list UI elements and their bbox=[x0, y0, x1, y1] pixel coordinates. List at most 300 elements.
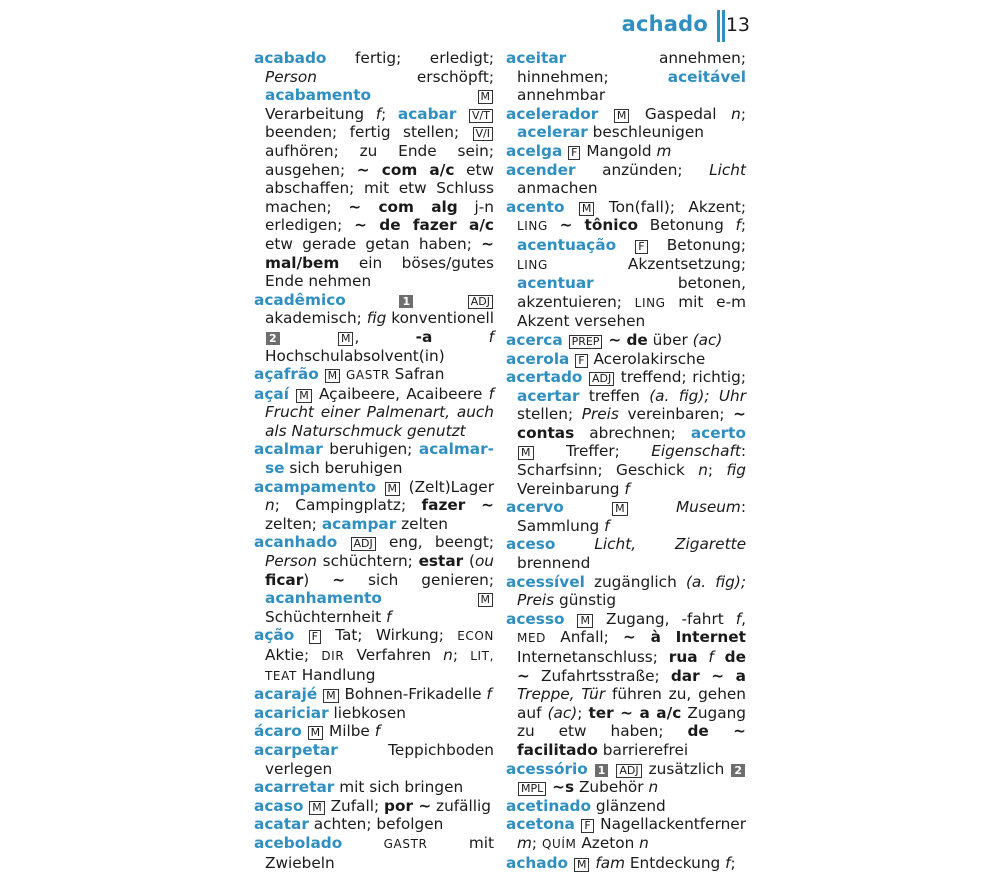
entry-text: mit sich bringen bbox=[334, 778, 464, 797]
entry-text: beruhigen; bbox=[322, 440, 419, 459]
entry-text: zugänglich bbox=[584, 572, 686, 591]
entry-text: Internetanschluss; bbox=[517, 648, 669, 666]
dictionary-entry bbox=[506, 198, 746, 331]
italic-text: f bbox=[735, 609, 742, 628]
domain-label: GASTR bbox=[383, 836, 428, 851]
dictionary-entry bbox=[506, 815, 746, 853]
italic-text: f bbox=[725, 853, 731, 872]
bold-phrase: fazer ~ bbox=[421, 496, 494, 515]
bold-phrase: -a bbox=[415, 327, 433, 346]
headword: acentuação bbox=[517, 235, 617, 254]
grammar-label: M bbox=[478, 90, 494, 104]
entry-text: liebkosen bbox=[328, 703, 406, 722]
headword: acelerar bbox=[517, 123, 588, 142]
entry-text: Entdeckung bbox=[624, 853, 726, 872]
dictionary-entry bbox=[254, 291, 494, 365]
italic-text: ou bbox=[474, 552, 494, 571]
headword: acatar bbox=[254, 815, 309, 834]
headword: acarretar bbox=[254, 778, 335, 797]
entry-text bbox=[432, 328, 488, 346]
entry-text bbox=[337, 533, 349, 551]
headword: acebolado bbox=[254, 833, 343, 852]
entry-text: ein böses/gutes Ende nehmen bbox=[265, 253, 494, 291]
entry-text bbox=[575, 815, 581, 833]
grammar-label: M bbox=[385, 482, 401, 496]
entry-text: zufällig bbox=[431, 796, 491, 815]
entry-text: abrechnen; bbox=[574, 423, 691, 442]
guide-word: achado bbox=[621, 12, 708, 36]
entry-text: mit e-m Akzent versehen bbox=[517, 292, 746, 331]
italic-text: fig bbox=[726, 461, 746, 480]
italic-text: n bbox=[698, 461, 708, 480]
entry-text: Milbe bbox=[324, 722, 375, 741]
italic-text: Licht bbox=[709, 160, 746, 179]
grammar-label: V/I bbox=[473, 127, 493, 141]
italic-text: n bbox=[639, 833, 649, 852]
entry-text: fertig; erledigt; bbox=[326, 49, 494, 67]
entry-text: stellen; bbox=[517, 405, 582, 424]
entry-text: : Scharfsinn; Geschick bbox=[517, 442, 746, 480]
headword: acabar bbox=[397, 104, 457, 123]
entry-text bbox=[564, 198, 577, 216]
domain-label: LING bbox=[634, 295, 666, 310]
headword: acender bbox=[506, 160, 576, 179]
italic-text: (ac) bbox=[547, 703, 578, 722]
entry-text: führen zu, gehen auf bbox=[517, 685, 746, 722]
italic-text: f bbox=[374, 722, 381, 741]
dictionary-entry bbox=[506, 105, 746, 142]
grammar-label: M bbox=[309, 801, 325, 815]
grammar-label: M bbox=[308, 726, 324, 740]
dictionary-entry bbox=[254, 815, 494, 834]
entry-text bbox=[371, 86, 476, 104]
entry-text bbox=[616, 236, 634, 254]
italic-text: Person bbox=[265, 552, 317, 571]
entry-text bbox=[382, 589, 477, 607]
entry-text: zelten bbox=[396, 514, 448, 533]
entry-text: glänzend bbox=[591, 796, 666, 815]
entry-text: Ton(fall); Akzent; bbox=[595, 197, 746, 216]
italic-text: Preis bbox=[581, 405, 619, 424]
entry-text: Nagellackentferner bbox=[594, 815, 746, 834]
page-number: 13 bbox=[725, 14, 750, 36]
italic-text: Person bbox=[265, 67, 317, 86]
headword: acarpetar bbox=[254, 740, 338, 759]
headword: acerto bbox=[690, 423, 746, 442]
entry-text: schüchtern; bbox=[316, 552, 419, 571]
headword: acessório bbox=[506, 759, 588, 778]
entry-text: Azeton bbox=[576, 833, 640, 852]
grammar-label: ADJ bbox=[589, 372, 614, 386]
entry-text: anmachen bbox=[517, 179, 598, 198]
entry-text bbox=[376, 478, 384, 496]
headword: acelerador bbox=[506, 104, 599, 123]
grammar-label: F bbox=[581, 819, 593, 833]
entry-text: Acerolakirsche bbox=[588, 349, 706, 368]
dictionary-entry bbox=[506, 161, 746, 198]
italic-text: f bbox=[708, 648, 714, 666]
entry-text: akademisch; bbox=[265, 309, 367, 328]
entry-text: etw gerade getan haben; bbox=[265, 234, 482, 253]
headword: acariciar bbox=[254, 703, 329, 722]
domain-label: LIT, TEAT bbox=[265, 649, 494, 683]
dictionary-entry bbox=[254, 49, 494, 291]
entry-text: Teppichboden verlegen bbox=[265, 740, 494, 778]
headword: achado bbox=[506, 853, 569, 872]
dictionary-entry bbox=[254, 626, 494, 685]
italic-text: n bbox=[443, 646, 453, 664]
entry-text: sich genieren; bbox=[345, 570, 494, 589]
bold-phrase: ~s bbox=[552, 778, 575, 797]
entry-text bbox=[562, 142, 567, 160]
entry-text bbox=[456, 105, 468, 123]
headword: ação bbox=[254, 626, 295, 645]
grammar-label: M bbox=[325, 369, 341, 383]
italic-text: fig bbox=[366, 309, 387, 328]
entry-text: ; bbox=[452, 646, 471, 664]
entry-text: ; bbox=[707, 461, 727, 480]
headword: acerola bbox=[506, 349, 570, 368]
entry-text: zelten; bbox=[265, 514, 322, 533]
entry-text bbox=[294, 626, 307, 644]
entry-text: eng, beengt; bbox=[376, 533, 494, 552]
italic-text: (a. fig); Preis bbox=[517, 572, 747, 610]
entry-text: Aktie; bbox=[265, 646, 322, 664]
entry-text: treffen bbox=[579, 386, 650, 405]
italic-text: Museum bbox=[675, 498, 741, 517]
entry-text: erschöpft; bbox=[316, 67, 494, 86]
headword: aceso bbox=[506, 535, 556, 554]
dictionary-entry bbox=[506, 498, 746, 535]
bold-phrase: ~ com alg bbox=[348, 197, 458, 216]
bold-phrase: dar ~ a bbox=[670, 666, 746, 685]
grammar-label: M bbox=[574, 858, 590, 872]
entry-text bbox=[317, 685, 322, 703]
headword: acetona bbox=[506, 815, 575, 834]
entry-text: ; bbox=[730, 853, 736, 872]
headword: acervo bbox=[506, 498, 564, 517]
headword: acabamento bbox=[265, 86, 372, 105]
dictionary-entry bbox=[254, 365, 494, 385]
bold-phrase: ter ~ a a/c bbox=[588, 703, 682, 722]
grammar-label: M bbox=[478, 593, 494, 607]
dictionary-entry bbox=[254, 533, 494, 626]
entry-text: vereinbaren; bbox=[618, 405, 734, 424]
entry-text: annehmbar bbox=[517, 86, 606, 105]
domain-label: LING bbox=[517, 257, 548, 272]
italic-text: n bbox=[648, 778, 659, 797]
italic-text: (ac) bbox=[692, 330, 723, 349]
sense-number-box: 1 bbox=[595, 764, 609, 777]
bold-phrase: rua bbox=[668, 648, 698, 666]
grammar-label: ADJ bbox=[616, 764, 641, 778]
entry-text bbox=[563, 331, 568, 349]
entry-text: Anfall; bbox=[545, 628, 624, 647]
dictionary-entry bbox=[254, 722, 494, 741]
italic-text: f bbox=[604, 516, 610, 535]
dictionary-entry bbox=[254, 704, 494, 723]
dictionary-entry bbox=[254, 834, 494, 872]
entry-text: Verarbeitung bbox=[265, 104, 376, 123]
grammar-label: M bbox=[612, 502, 628, 516]
entry-text: annehmen; hinnehmen; bbox=[517, 49, 746, 86]
bold-phrase: ~ com a/c bbox=[356, 160, 455, 179]
bold-phrase: ~ tônico bbox=[559, 216, 639, 235]
grammar-label: M bbox=[577, 614, 593, 628]
grammar-label: PREP bbox=[569, 335, 603, 349]
grammar-label: M bbox=[614, 109, 630, 123]
italic-text: f Frucht einer Palmenart, auch als Naturschmuck genutzt bbox=[265, 384, 494, 440]
entry-text: , bbox=[354, 327, 416, 346]
bold-phrase: ~ à Internet bbox=[623, 628, 746, 647]
dictionary-entry bbox=[506, 368, 746, 498]
entry-text: ) bbox=[303, 570, 333, 589]
entry-text bbox=[303, 797, 308, 815]
entry-text: Zufahrtsstraße; bbox=[529, 666, 671, 685]
entry-text bbox=[555, 535, 594, 553]
dictionary-entry bbox=[506, 610, 746, 760]
headword: acalmar bbox=[254, 440, 323, 459]
entry-text: ( bbox=[463, 552, 475, 571]
italic-text: fam bbox=[595, 853, 625, 872]
grammar-label: M bbox=[296, 389, 312, 403]
entry-text: Safran bbox=[389, 365, 445, 384]
italic-text: Eigenschaft bbox=[651, 442, 741, 461]
entry-text: Akzentsetzung; bbox=[547, 254, 746, 273]
entry-text: achten; befolgen bbox=[308, 815, 444, 834]
bold-phrase: de ~ facilitado bbox=[517, 722, 746, 759]
bold-phrase: de ~ bbox=[517, 648, 746, 685]
domain-label: ECON bbox=[457, 629, 494, 644]
dictionary-entry bbox=[506, 573, 746, 610]
entry-text: j-n erledigen; bbox=[265, 197, 494, 235]
entry-text: ; bbox=[577, 703, 589, 722]
headword: acaso bbox=[254, 796, 304, 815]
entry-text: etw abschaffen; mit etw Schluss machen; bbox=[265, 160, 494, 216]
headword: acento bbox=[506, 197, 565, 216]
bold-phrase: ~ mal/bem bbox=[265, 234, 494, 272]
italic-text: f bbox=[488, 327, 494, 346]
entry-text: Bohnen-Frikadelle bbox=[339, 685, 487, 704]
grammar-label: M bbox=[579, 202, 595, 216]
italic-text: (a. fig); Uhr bbox=[649, 386, 746, 405]
dictionary-entry bbox=[506, 350, 746, 369]
entry-text: aufhören; zu Ende sein; ausgehen; bbox=[265, 141, 494, 179]
grammar-label: M bbox=[518, 446, 534, 460]
header-divider-bar bbox=[722, 10, 725, 42]
dictionary-entry bbox=[254, 741, 494, 778]
entry-text: konventionell bbox=[386, 309, 494, 328]
headword: acelga bbox=[506, 141, 563, 160]
headword: acalmar-se bbox=[265, 440, 494, 478]
grammar-label: MPL bbox=[518, 782, 546, 796]
entry-text bbox=[714, 648, 725, 666]
italic-text: f bbox=[624, 479, 630, 498]
entry-text: Betonung; bbox=[648, 235, 746, 254]
entry-text: Zugang, -fahrt bbox=[593, 609, 736, 628]
entry-text: Handlung bbox=[296, 665, 376, 684]
entry-text: Mangold bbox=[581, 141, 657, 160]
entry-text bbox=[629, 498, 676, 516]
bold-phrase: ~ contas bbox=[517, 405, 746, 442]
entry-text bbox=[319, 365, 324, 383]
headword: acanhado bbox=[254, 533, 338, 552]
bold-phrase: por ~ bbox=[384, 796, 432, 815]
entry-text: barrierefrei bbox=[597, 740, 689, 759]
entry-text: Verfahren bbox=[344, 646, 444, 664]
entry-text: (Zelt)Lager bbox=[401, 477, 494, 496]
entry-text: betonen, akzentuieren; bbox=[517, 274, 746, 311]
headword: ácaro bbox=[254, 722, 302, 741]
headword: acertado bbox=[506, 368, 583, 387]
grammar-label: F bbox=[309, 630, 321, 644]
headword: açafrão bbox=[254, 365, 319, 384]
entry-text bbox=[598, 105, 613, 123]
headword: acesso bbox=[506, 609, 565, 628]
italic-text: f bbox=[486, 685, 492, 704]
dictionary-entry bbox=[254, 385, 494, 441]
entry-text: beenden; fertig stellen; bbox=[265, 123, 472, 142]
running-header bbox=[600, 8, 750, 42]
grammar-label: F bbox=[635, 240, 647, 254]
headword: acetinado bbox=[506, 796, 591, 815]
domain-label: DIR bbox=[321, 649, 345, 663]
headword: açaí bbox=[254, 384, 289, 403]
entry-text bbox=[569, 350, 574, 368]
entry-text: treffend; richtig; bbox=[615, 368, 746, 387]
entry-text: Zubehör bbox=[574, 778, 649, 797]
italic-text: m bbox=[517, 833, 532, 852]
grammar-label: V/T bbox=[469, 109, 493, 123]
bold-phrase: ficar bbox=[265, 570, 304, 589]
left-column bbox=[254, 49, 494, 872]
italic-text: f bbox=[375, 104, 382, 123]
grammar-label: M bbox=[338, 332, 354, 346]
entry-text: brennend bbox=[517, 554, 591, 573]
entry-text: ; bbox=[531, 833, 542, 852]
grammar-label: ADJ bbox=[351, 537, 376, 551]
entry-text: über bbox=[647, 330, 693, 349]
entry-text bbox=[342, 834, 383, 852]
entry-text: günstig bbox=[554, 591, 617, 610]
dictionary-entry bbox=[254, 778, 494, 797]
italic-text: f bbox=[735, 216, 741, 235]
entry-text: Zugang zu etw haben; bbox=[517, 703, 746, 741]
headword: acarajé bbox=[254, 685, 318, 704]
bold-phrase: ~ de bbox=[608, 330, 648, 349]
italic-text: m bbox=[656, 141, 672, 160]
domain-label: QUÍM bbox=[541, 836, 577, 851]
entry-text bbox=[281, 328, 337, 346]
entry-text bbox=[346, 291, 399, 309]
bold-phrase: ~ de fazer a/c bbox=[354, 216, 494, 235]
entry-text bbox=[289, 385, 295, 403]
header-divider-bar bbox=[717, 10, 720, 42]
headword: aceitar bbox=[506, 49, 567, 67]
grammar-label: F bbox=[575, 354, 587, 368]
dictionary-entry bbox=[506, 854, 746, 872]
entry-text: Gaspedal bbox=[630, 104, 732, 123]
entry-text: ; bbox=[740, 216, 746, 235]
entry-text: Betonung bbox=[638, 216, 736, 235]
dictionary-entry bbox=[254, 440, 494, 477]
entry-text: mit Zwiebeln bbox=[265, 833, 494, 872]
headword: acabado bbox=[254, 49, 327, 67]
entry-text bbox=[568, 854, 573, 872]
bold-phrase: estar bbox=[418, 552, 464, 571]
headword: acadêmico bbox=[254, 290, 346, 309]
dictionary-entry bbox=[506, 760, 746, 797]
grammar-label: M bbox=[323, 689, 339, 703]
grammar-label: F bbox=[568, 146, 580, 160]
dictionary-entry bbox=[254, 478, 494, 534]
bold-phrase: ~ bbox=[332, 570, 346, 589]
entry-text bbox=[564, 498, 611, 516]
entry-text bbox=[698, 648, 709, 666]
entry-text: Zufall; bbox=[325, 796, 385, 815]
entry-text: Treffer; bbox=[534, 442, 652, 461]
entry-text: beschleunigen bbox=[587, 123, 704, 142]
headword: aceitável bbox=[667, 67, 746, 86]
entry-text bbox=[588, 760, 594, 778]
entry-text: Açaibeere, Acaibeere bbox=[312, 384, 489, 403]
entry-text: Tat; Wirkung; bbox=[321, 626, 458, 645]
dictionary-entry bbox=[254, 685, 494, 704]
entry-text: anzünden; bbox=[575, 160, 710, 179]
headword: acertar bbox=[517, 386, 580, 405]
entry-text bbox=[582, 368, 588, 386]
right-column bbox=[506, 49, 746, 872]
entry-text: Vereinbarung bbox=[517, 479, 625, 498]
entry-text: sich beruhigen bbox=[284, 459, 403, 478]
sense-number-box: 1 bbox=[399, 295, 413, 308]
headword: acampamento bbox=[254, 477, 376, 496]
italic-text: Treppe, Tür bbox=[517, 685, 606, 704]
entry-text bbox=[302, 722, 307, 740]
domain-label: GASTR bbox=[346, 368, 390, 383]
entry-text bbox=[548, 216, 560, 234]
headword: acessível bbox=[506, 572, 585, 591]
italic-text: f bbox=[385, 607, 392, 626]
entry-text: ; bbox=[740, 104, 746, 123]
entry-text: : Sammlung bbox=[517, 498, 746, 535]
grammar-label: ADJ bbox=[468, 295, 493, 309]
headword: acentuar bbox=[517, 274, 594, 293]
entry-text bbox=[414, 291, 467, 309]
entry-text: , bbox=[741, 609, 746, 628]
entry-text: ; bbox=[381, 104, 398, 123]
italic-text: Licht, Zigarette bbox=[594, 535, 746, 554]
dictionary-entry bbox=[506, 142, 746, 161]
entry-text bbox=[609, 760, 615, 778]
dictionary-entry bbox=[506, 49, 746, 105]
entry-text bbox=[564, 610, 576, 628]
entry-text: Hochschulabsolvent(in) bbox=[265, 346, 445, 365]
italic-text: n bbox=[731, 104, 741, 123]
domain-label: MED bbox=[517, 631, 546, 646]
domain-label: LING bbox=[517, 219, 548, 234]
headword: acerca bbox=[506, 330, 563, 349]
headword: acanhamento bbox=[265, 589, 382, 608]
italic-text: n bbox=[265, 496, 275, 515]
entry-text: zusätzlich bbox=[642, 759, 731, 778]
sense-number-box: 2 bbox=[731, 764, 745, 777]
dictionary-entry bbox=[506, 535, 746, 572]
sense-number-box: 2 bbox=[266, 332, 280, 345]
headword: acampar bbox=[321, 514, 397, 533]
entry-text: ; Campingplatz; bbox=[274, 496, 422, 515]
entry-text: Schüchternheit bbox=[265, 607, 386, 626]
